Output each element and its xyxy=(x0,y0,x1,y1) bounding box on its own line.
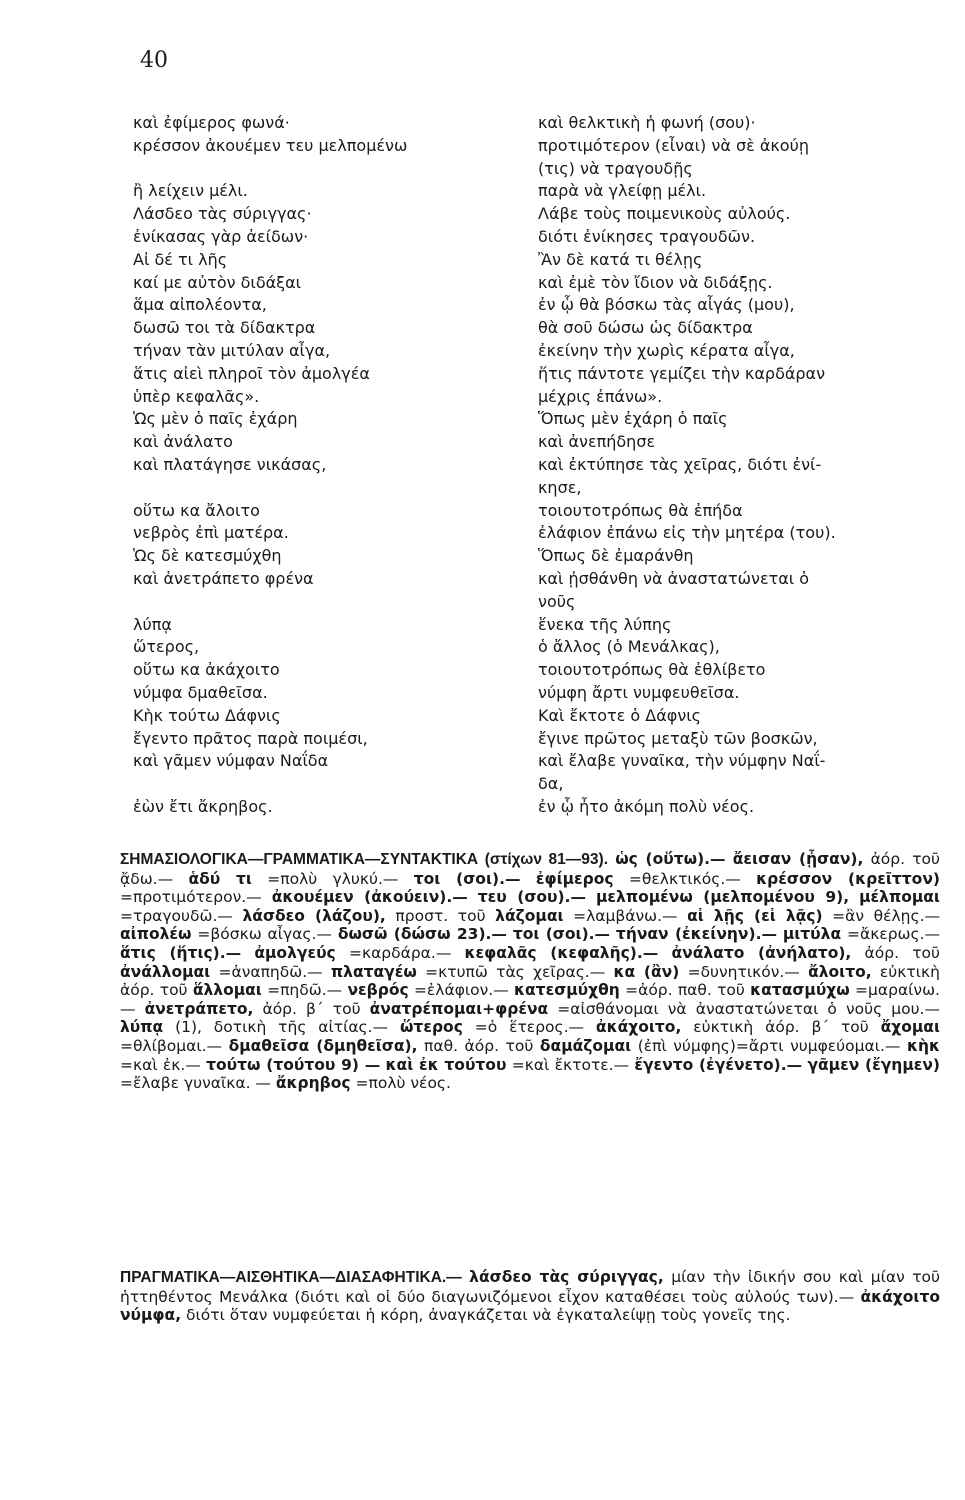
note-text: =ὁ ἕτερος.— xyxy=(474,1018,585,1037)
verse-line: καὶ ἐφίμερος φωνά· xyxy=(133,113,290,132)
translation-line: τοιουτοτρόπως θὰ ἐθλίβετο xyxy=(538,660,766,680)
verse-line: καὶ ἀνετράπετο φρένα xyxy=(133,568,314,588)
translation-line: παρὰ νὰ γλείφῃ μέλι. xyxy=(538,181,707,201)
translation-line: ἐκείνην τὴν χωρὶς κέρατα αἶγα, xyxy=(538,340,795,360)
note-term: ἀνατρέπομαι+φρένα xyxy=(369,999,549,1018)
note-text: μίαν τὴν ἰδικήν σου καὶ μίαν τοῦ ἡττηθέντος Μενάλκα (διότι καὶ οἱ δύο διαγωνιζόμενοι εἶχον καταθέσει τοὺς αὐλούς των).— xyxy=(120,1268,940,1306)
note-term: ἄκρηβος xyxy=(275,1074,351,1093)
note-term: αἰπολέω xyxy=(120,925,192,944)
note-text: =τραγουδῶ.— xyxy=(120,906,233,925)
note-text: (ἐπὶ νύμφης)=ἄρτι νυμφεύομαι.— xyxy=(637,1036,901,1055)
note-text: =ἔλαβε γυναῖκα. — xyxy=(120,1074,271,1093)
note-term: δμαθεῖσα (δμηθεῖσα), xyxy=(228,1036,418,1055)
note-text: =πηδῶ.— xyxy=(267,981,343,1000)
verse-line: ἐὼν ἔτι ἄκρηβος. xyxy=(133,796,273,816)
note-term: ὡς (οὕτω).— xyxy=(615,850,726,868)
note-term: ἐφίμερος xyxy=(535,869,614,888)
verse-line: καὶ πλατάγησε νικάσας, xyxy=(133,454,327,474)
note-text: =αἰσθάνομαι νὰ ἀναστατώνεται ὁ νοῦς μου.— xyxy=(557,999,941,1018)
note-term: ἀνάλλομαι xyxy=(120,962,211,981)
translation-line: τοιουτοτρόπως θὰ ἐπήδα xyxy=(538,500,743,520)
note-text: (1), δοτικὴ τῆς αἰτίας.— xyxy=(175,1018,389,1037)
translation-line: καὶ ἔλαβε γυναῖκα, τὴν νύμφην Ναΐ- xyxy=(538,751,826,771)
note-term: κὴκ xyxy=(906,1036,940,1055)
note-text: =πολὺ γλυκύ.— xyxy=(267,869,399,888)
verse-line: Ὡς μὲν ὁ παῖς ἐχάρη xyxy=(133,409,298,429)
note-term: ἄχομαι xyxy=(880,1018,940,1037)
translation-line: Ὅπως μὲν ἐχάρη ὁ παῖς xyxy=(538,409,728,429)
note-term: ὥτερος xyxy=(399,1018,463,1037)
translation-line: νοῦς xyxy=(538,591,576,611)
note-text: παθ. ἀόρ. τοῦ xyxy=(424,1036,534,1055)
translation-line: ἐλάφιον ἐπάνω εἰς τὴν μητέρα (του). xyxy=(538,523,836,543)
translation-line: καὶ ᾐσθάνθη νὰ ἀναστατώνεται ὁ xyxy=(538,568,810,588)
verse-line: Κὴκ τούτω Δάφνις xyxy=(133,705,281,725)
verse-line: τήναν τὰν μιτύλαν αἶγα, xyxy=(133,340,331,360)
note-term: τούτω (τούτου 9) — xyxy=(206,1055,381,1074)
grammar-notes xyxy=(120,850,940,1093)
verse-line xyxy=(133,591,463,614)
note-text: προστ. τοῦ xyxy=(395,906,486,925)
page-number: 40 xyxy=(140,48,168,73)
verse-line: ἐνίκασας γὰρ ἀείδων· xyxy=(133,226,309,246)
verse-line: κρέσσον ἀκουέμεν τευ μελπομένω xyxy=(133,135,408,155)
note-text: =ἂν θέλῃς.— xyxy=(832,906,941,925)
note-text: ἀόρ. τοῦ ᾄδω.— xyxy=(120,850,940,888)
note-text: ἀόρ. β΄ τοῦ xyxy=(262,999,361,1018)
note-term: λύπᾳ xyxy=(120,1018,164,1037)
verse-line: ὑπὲρ κεφαλᾶς». xyxy=(133,386,260,406)
verse-line: νεβρὸς ἐπὶ ματέρα. xyxy=(133,523,289,543)
note-term: κρέσσον (κρεῖττον) xyxy=(756,869,940,888)
note-term: πλαταγέω xyxy=(330,962,417,981)
note-term: λάζομαι xyxy=(495,906,564,925)
note-text: =θελκτικός.— xyxy=(628,869,741,888)
verse-line: καί με αὐτὸν διδάξαι xyxy=(133,272,302,292)
note-text: διότι ὅταν νυμφεύεται ἡ κόρη, ἀναγκάζεται νὰ ἐγκαταλείψῃ τοὺς γονεῖς της. xyxy=(186,1306,791,1325)
translation-line: (τις) νὰ τραγουδῇς xyxy=(538,158,693,178)
note-text: =καὶ ἐκ.— xyxy=(120,1055,201,1074)
translation-line: καὶ θελκτικὴ ἡ φωνή (σου)· xyxy=(538,113,756,132)
verse-line: ἔγεντο πρᾶτος παρὰ ποιμέσι, xyxy=(133,728,368,748)
note-term: γᾶμεν (ἔγημεν) xyxy=(807,1055,940,1074)
note-term: δωσῶ (δώσω 23).— xyxy=(337,925,507,944)
note-text: =ἀόρ. παθ. τοῦ xyxy=(625,981,745,1000)
note-text: =ἄκερως.— xyxy=(846,925,941,944)
verse-line: λύπᾳ xyxy=(133,614,172,634)
note-term: μέλπομαι xyxy=(859,888,940,907)
translation-line: καὶ ἐκτύπησε τὰς χεῖρας, διότι ἐνί- xyxy=(538,454,822,474)
pragmatic-notes xyxy=(120,1268,940,1325)
note-term: ἀνετράπετο, xyxy=(144,999,254,1018)
verse-line xyxy=(133,477,463,500)
verse-line: ἢ λείχειν μέλι. xyxy=(133,181,248,201)
grammar-heading: ΣΗΜΑΣΙΟΛΟΓΙΚΑ—ΓΡΑΜΜΑΤΙΚΑ—ΣΥΝΤΑΚΤΙΚΑ (στίχων 81—93). xyxy=(120,851,609,868)
note-term: τευ (σου).— xyxy=(477,888,586,907)
note-term: δαμάζομαι xyxy=(539,1036,632,1055)
note-term: τοι (σοι).— xyxy=(413,869,521,888)
verse-line xyxy=(133,773,463,796)
translation-line: προτιμότερον (εἶναι) νὰ σὲ ἀκούῃ xyxy=(538,135,809,155)
verse-line xyxy=(133,158,463,181)
translation-line: ἥτις πάντοτε γεμίζει τὴν καρδάραν xyxy=(538,363,826,383)
note-text: =δυνητικόν.— xyxy=(687,962,800,981)
translation-line: διότι ἐνίκησες τραγουδῶν. xyxy=(538,226,756,246)
note-text: =ἐλάφιον.— xyxy=(413,981,509,1000)
translation-line: μέχρις ἐπάνω». xyxy=(538,386,663,406)
verse-line: οὕτω κα ἀκάχοιτο xyxy=(133,660,280,680)
translation-line: θὰ σοῦ δώσω ὡς δίδακτρα xyxy=(538,318,753,338)
note-text: ἀόρ. τοῦ xyxy=(864,943,941,962)
note-term: ἀκάχοιτο, xyxy=(595,1018,682,1037)
note-term: ἀκάχοιτο νύμφα, xyxy=(120,1287,940,1325)
note-term: κατασμύχω xyxy=(750,981,850,1000)
note-text: =καρδάρα.— xyxy=(348,943,452,962)
translation-line: Λάβε τοὺς ποιμενικοὺς αὐλούς. xyxy=(538,204,791,224)
note-term: τήναν (ἐκείνην).— xyxy=(615,925,777,944)
translation-line: νύμφη ἄρτι νυμφευθεῖσα. xyxy=(538,682,740,702)
note-text: =πολὺ νέος. xyxy=(355,1074,451,1093)
note-term: τοι (σοι).— xyxy=(512,925,611,944)
verse-line: καὶ γᾶμεν νύμφαν Ναΐδα xyxy=(133,751,329,771)
note-term: ἄεισαν (ᾖσαν), xyxy=(732,850,864,868)
verse-line: νύμφα δμαθεῖσα. xyxy=(133,682,268,702)
note-text: =θλίβομαι.— xyxy=(120,1036,223,1055)
note-term: καὶ ἐκ τούτου xyxy=(385,1055,507,1074)
translation-line: ἕνεκα τῆς λύπης xyxy=(538,614,672,634)
translation-line: ὁ ἄλλος (ὁ Μενάλκας), xyxy=(538,637,720,657)
note-term: ἅλλομαι xyxy=(192,981,262,1000)
translation-line: καὶ ἀνεπήδησε xyxy=(538,432,656,452)
note-term: λάσδεο τὰς σύριγγας, xyxy=(469,1268,664,1286)
note-term: μιτύλα xyxy=(782,925,842,944)
note-text: εὐκτικὴ ἀόρ. τοῦ xyxy=(120,962,940,1000)
note-text: =καὶ ἔκτοτε.— xyxy=(511,1055,630,1074)
note-term: λάσδεο (λάζου), xyxy=(242,906,386,925)
translation-line: ἐν ᾧ θὰ βόσκω τὰς αἶγάς (μου), xyxy=(538,295,795,315)
verse-line: ὥτερος, xyxy=(133,637,200,657)
verse-line: οὕτω κα ἄλοιτο xyxy=(133,500,260,520)
translation-line: κησε, xyxy=(538,477,582,497)
translation-line: Ὅπως δὲ ἐμαράνθη xyxy=(538,546,694,566)
translation-line: καὶ ἐμὲ τὸν ἴδιον νὰ διδάξῃς. xyxy=(538,272,773,292)
verse-line: δωσῶ τοι τὰ δίδακτρα xyxy=(133,318,316,338)
pragmatic-heading: ΠΡΑΓΜΑΤΙΚΑ—ΑΙΣΘΗΤΙΚΑ—ΔΙΑΣΑΦΗΤΙΚΑ.— xyxy=(120,1269,462,1286)
note-term: ἅτις (ἥτις).— xyxy=(120,943,242,962)
verse-line: ἅτις αἰεὶ πληροῖ τὸν ἀμολγέα xyxy=(133,363,370,383)
note-term: ἁδύ τι xyxy=(188,869,252,888)
translation-line: Ἂν δὲ κατά τι θέλῃς xyxy=(538,249,703,269)
note-term: κα (ἂν) xyxy=(613,962,680,981)
verse-line: Ὡς δὲ κατεσμύχθη xyxy=(133,546,282,566)
note-term: ἀμολγεύς xyxy=(254,943,336,962)
note-text: εὐκτικὴ ἀόρ. β΄ τοῦ xyxy=(693,1018,869,1037)
note-text: =λαμβάνω.— xyxy=(573,906,678,925)
note-term: ἀκουέμεν (ἀκούειν).— xyxy=(271,888,468,907)
note-text: =προτιμότερον.— xyxy=(120,888,262,907)
verse-line: Λάσδεο τὰς σύριγγας· xyxy=(133,204,312,224)
note-term: κεφαλᾶς (κεφαλῆς).— xyxy=(464,943,659,962)
translation-line: ἔγινε πρῶτος μεταξὺ τῶν βοσκῶν, xyxy=(538,728,818,748)
note-text: =κτυπῶ τὰς χεῖρας.— xyxy=(425,962,606,981)
note-term: κατεσμύχθη xyxy=(514,981,620,1000)
note-term: ἔγεντο (ἐγένετο).— xyxy=(634,1055,803,1074)
note-text: =μαραίνω.— xyxy=(120,981,940,1018)
note-term: αἰ λῇς (εἰ λᾷς) xyxy=(687,906,823,925)
verse-line: Αἰ δέ τι λῆς xyxy=(133,249,228,269)
verse-line: καὶ ἀνάλατο xyxy=(133,432,233,452)
verse-line: ἅμα αἰπολέοντα, xyxy=(133,295,267,315)
translation-line: δα, xyxy=(538,774,564,794)
translation-line: ἐν ᾧ ἦτο ἀκόμη πολὺ νέος. xyxy=(538,796,755,816)
note-text: =βόσκω αἶγας.— xyxy=(197,925,332,944)
note-term: ἄλοιτο, xyxy=(808,962,872,981)
translation-column xyxy=(538,112,958,819)
ancient-text-column xyxy=(133,112,463,819)
note-term: νεβρός xyxy=(347,981,409,1000)
translation-line: Καὶ ἔκτοτε ὁ Δάφνις xyxy=(538,705,702,725)
note-text: =ἀναπηδῶ.— xyxy=(218,962,323,981)
note-term: μελπομένω (μελπομένου 9), xyxy=(596,888,850,907)
note-term: ἀνάλατο (ἀνήλατο), xyxy=(671,943,852,962)
